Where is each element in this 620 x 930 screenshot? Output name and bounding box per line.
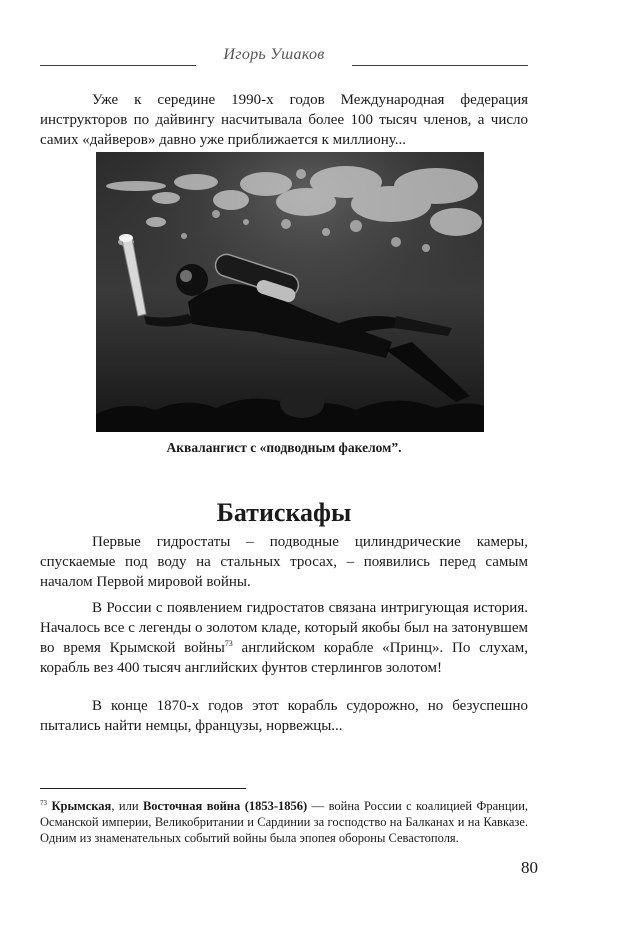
- footnote-term-eastern: Восточная война (1853-1856): [142, 799, 308, 813]
- header-rule-right: [352, 65, 528, 66]
- figure-caption: Аквалангист с «подводным факелом”.: [166, 440, 402, 455]
- footnote-text: — война России с коалицией Франции, Османской империи, Великобритании и Сардинии за господство на Балканах и на Кавказе. Одним из знаменательных событий войны была эпопея обороны Севастополя.: [40, 799, 529, 845]
- footnote-term-crimean: Крымская: [51, 799, 112, 813]
- paragraph-legend: [40, 598, 528, 678]
- footnote-separator: [40, 788, 246, 789]
- paragraph-search: В конце 1870-х годов этот корабль судорожно, но безуспешно пытались найти немцы, французы, норвежцы...: [40, 698, 528, 734]
- section-heading: Батискафы: [216, 498, 352, 527]
- paragraph-legend-end: английском корабле «Принц». По слухам, корабль вез 400 тысяч английских фунтов стерлингов золотом!: [40, 640, 528, 676]
- footnote: [40, 798, 528, 846]
- footnote-reference[interactable]: 73: [224, 639, 233, 648]
- running-header: [40, 46, 528, 68]
- footnote-joiner: , или: [111, 799, 143, 813]
- footnote-number: 73: [40, 799, 47, 807]
- header-rule-left: [40, 65, 196, 66]
- header-author: Игорь Ушаков: [223, 46, 325, 63]
- intro-paragraph: Уже к середине 1990-х годов Международная федерация инструкторов по дайвингу насчитывала более 100 тысяч членов, а число самих «дайверов» давно уже приближается к миллиону...: [40, 92, 528, 148]
- paragraph-gidrostaty: Первые гидростаты – подводные цилиндрические камеры, спускаемые под воду на стальных тросах, – появились перед самым началом Первой мировой войны.: [40, 534, 528, 590]
- diver-photo: [96, 152, 484, 432]
- paragraph-legend-start: В России с появлением гидростатов связана интригующая история. Началось все с легенды о золотом кладе, который якобы был на затонувшем во время Крымской войны: [40, 600, 528, 656]
- page-number: 80: [521, 858, 538, 877]
